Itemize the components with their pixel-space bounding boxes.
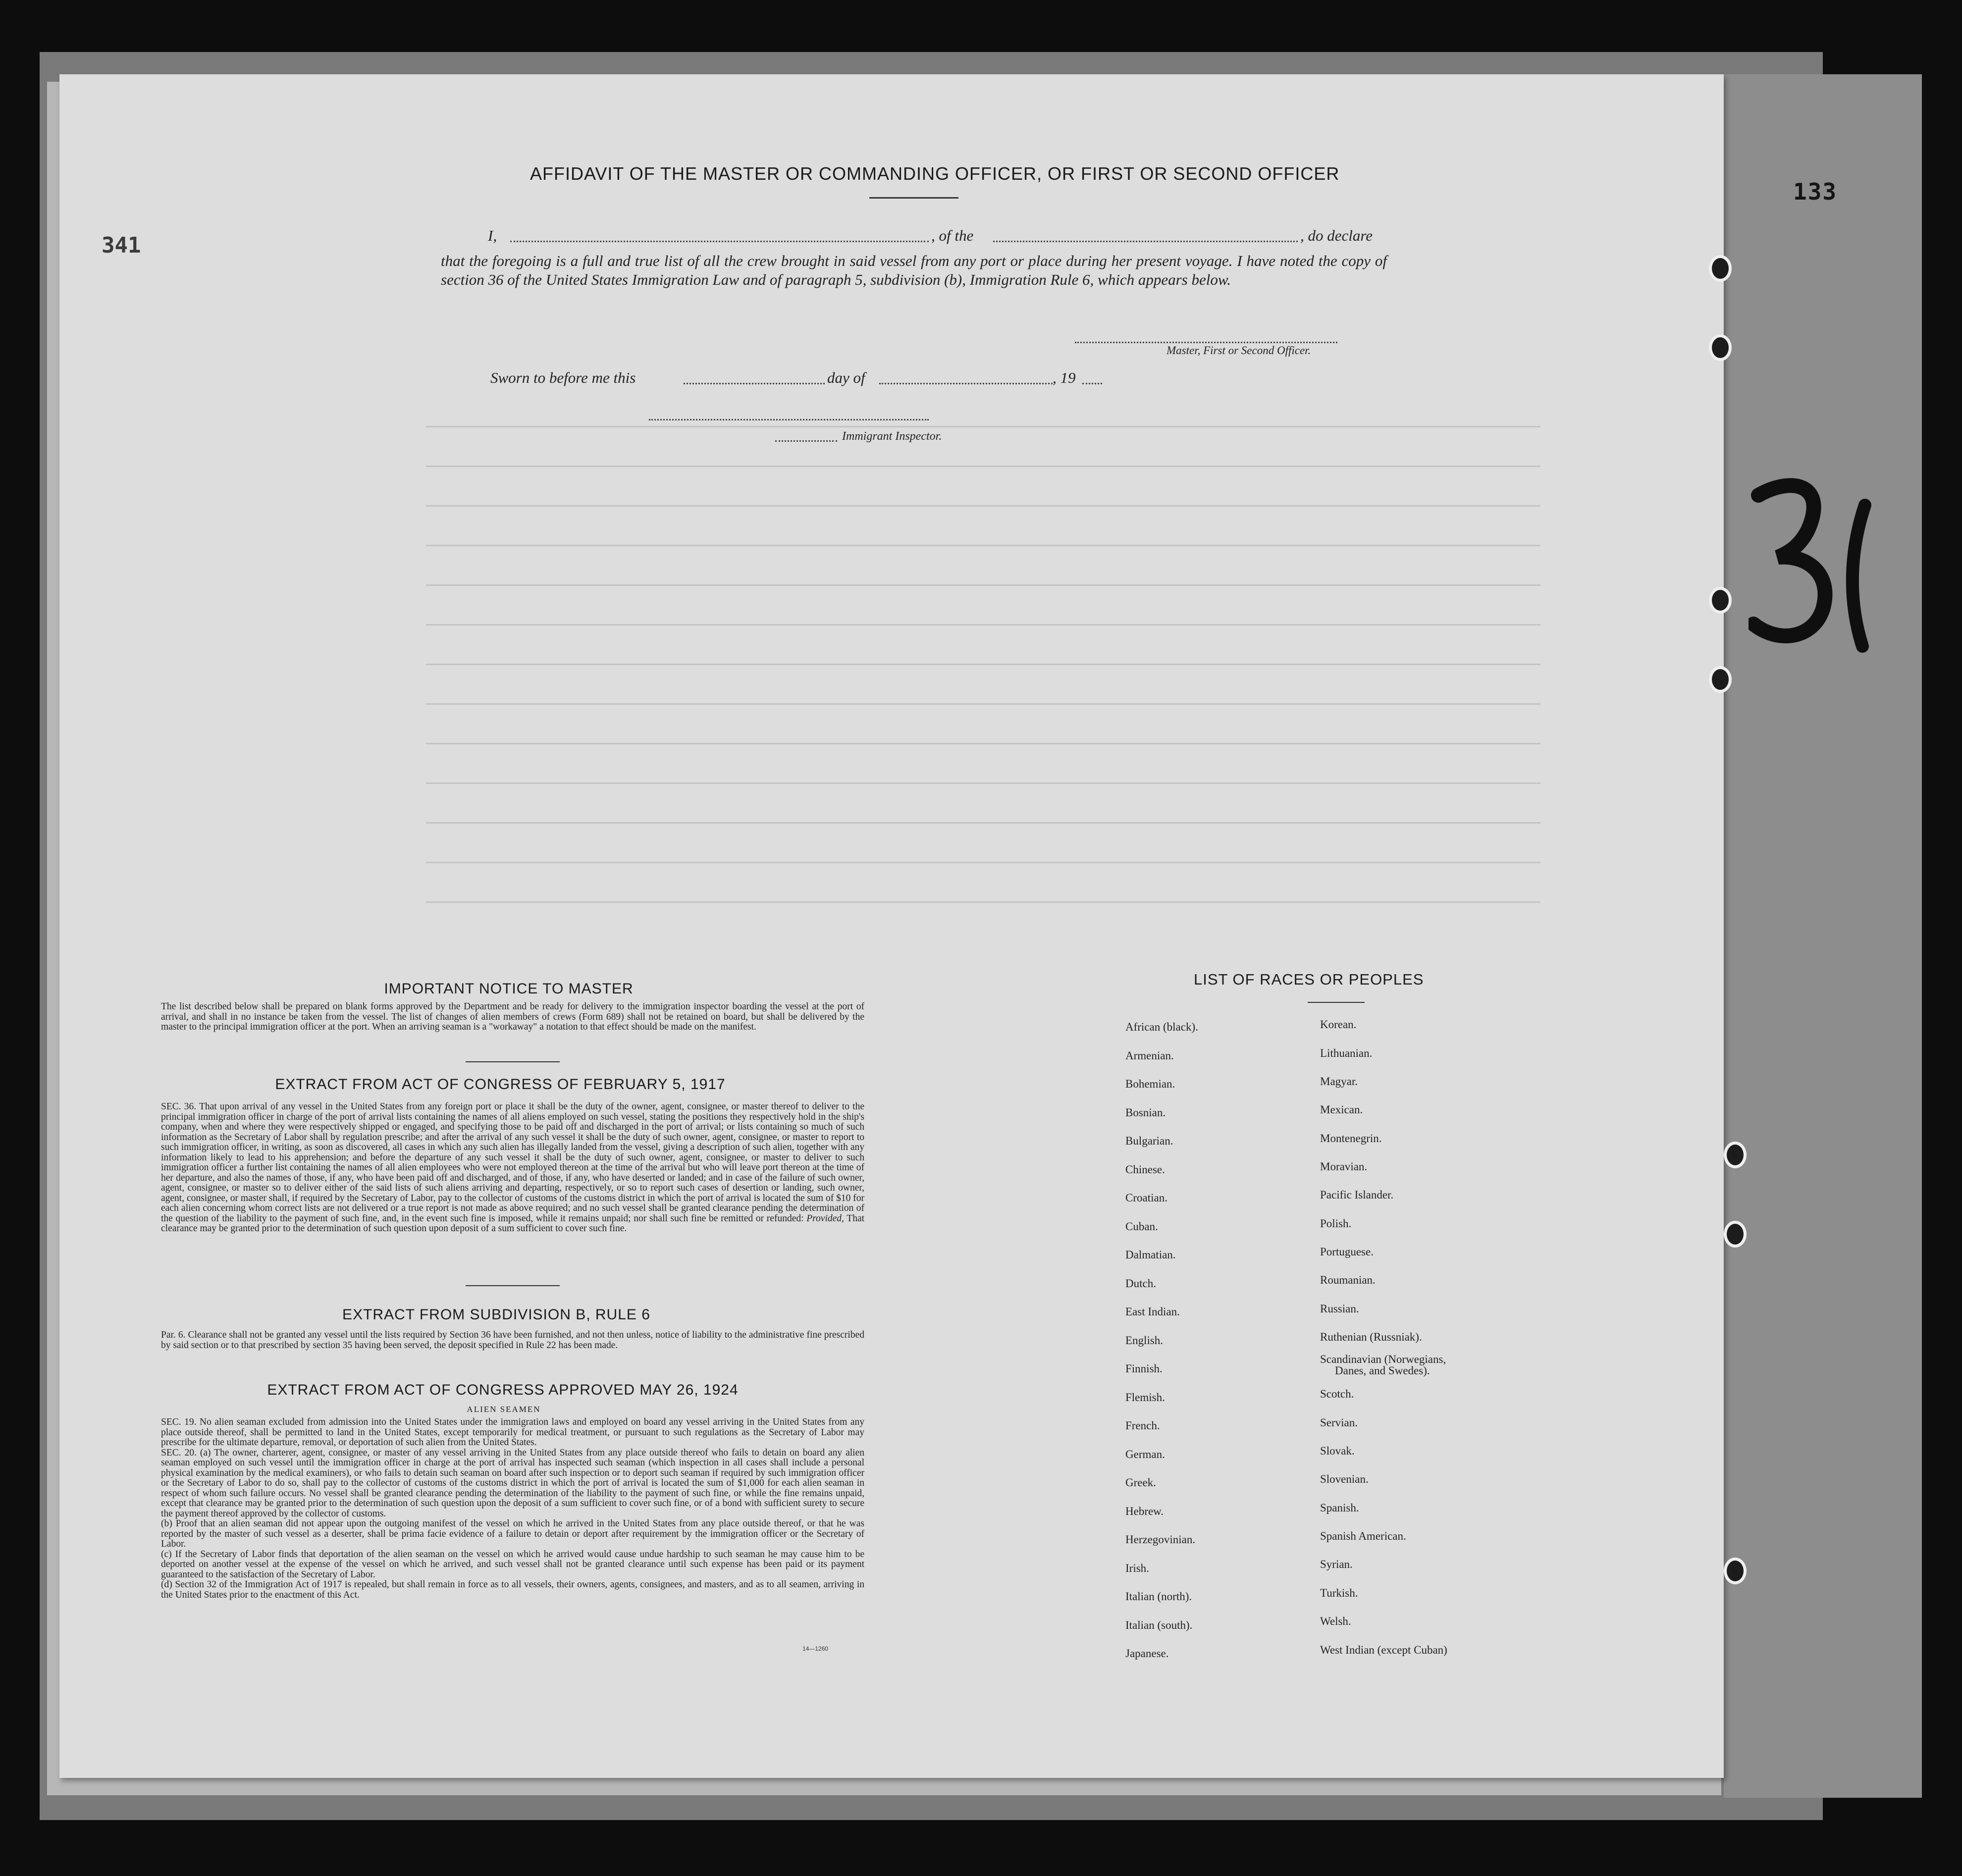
affidavit-of-the-label: , of the	[931, 227, 974, 244]
vessel-name-field[interactable]	[993, 241, 1298, 242]
race-item: Italian (south).	[1125, 1618, 1193, 1631]
race-item: Roumanian.	[1320, 1274, 1376, 1286]
race-item: Turkish.	[1320, 1587, 1358, 1599]
proviso-label: Provided,	[806, 1213, 844, 1224]
race-item: Syrian.	[1320, 1558, 1353, 1570]
sworn-month-field[interactable]	[879, 383, 1053, 384]
race-item: Pacific Islander.	[1320, 1189, 1394, 1201]
notice-title: IMPORTANT NOTICE TO MASTER	[384, 981, 634, 997]
right-backing-sheet	[1724, 74, 1922, 1798]
race-item: Bosnian.	[1125, 1106, 1166, 1119]
sheet-stamp: 341	[102, 233, 141, 258]
inspector-signature-field[interactable]	[649, 419, 929, 420]
section-36-text: SEC. 36. That upon arrival of any vessel in the United States from any foreign port or place it shall be the duty of the owner, agent, consignee, or master thereof to deliver to the principal immigration officer in charge of the port of arrival lists containing the names of all aliens employed on such vessel, stating the positions they respectively hold in the ship's company, when and where they were respectively shipped or engaged, and specifying those to be paid off and discharged in the port of arrival; or lists containing so much of such information as the Secretary of Labor shall by regulation prescribe; and after the arrival of any such vessel it shall be the duty of such owner, agent, consignee, or master to report to such immigration officer, in writing, as soon as discovered, all cases in which any such alien has illegally landed from the vessel, giving a description of such alien, together with any information likely to lead to his apprehension; and before the departure of any such vessel it shall be the duty of such owner, agent, consignee, or master to deliver to such immigration officer a further list containing the names of all alien employees who were not employed thereon at the time of the arrival but who will leave port thereon at the time of her departure, and also the names of those, if any, who have been paid off and discharged, and of those, if any, who have deserted or landed; and in case of the failure of such owner, agent, consignee, or master so to deliver either of the said lists of such aliens arriving and departing, respectively, or so to report such cases of desertion or landing, such owner, agent, consignee, or master shall, if required by the Secretary of Labor, pay to the collector of customs of the customs district in which the port of arrival is located the sum of $10 for each alien concerning whom correct lists are not delivered or a true report is not made as above required; and no such vessel shall be granted clearance pending the determination of the question of the liability to the payment of such fine, and, in the event such fine is imposed, while it remains unpaid; nor shall such fine be remitted or refunded:	[161, 1101, 864, 1224]
race-item: Irish.	[1125, 1562, 1149, 1574]
race-item: Bulgarian.	[1125, 1135, 1173, 1147]
races-title: LIST OF RACES OR PEOPLES	[1194, 971, 1424, 988]
race-item: Hebrew.	[1125, 1505, 1164, 1517]
section-19-text: SEC. 19. No alien seaman excluded from admission into the United States under the immigration laws and employed on board any vessel arriving in the United States from any place outside thereof, shall be permitted to land in the United States, except temporarily for medical treatment, or pursuant to such regulations as the Secretary of Labor may prescribe for the ultimate departure, removal, or deportation of such alien from the United States.	[161, 1417, 864, 1448]
race-item: African (black).	[1125, 1021, 1198, 1033]
race-item: English.	[1125, 1334, 1164, 1347]
binder-hole	[1709, 255, 1732, 282]
affidavit-title: AFFIDAVIT OF THE MASTER OR COMMANDING OFFICER, OR FIRST OR SECOND OFFICER	[530, 163, 1340, 184]
race-item: Magyar.	[1320, 1075, 1358, 1088]
page-number: 133	[1793, 178, 1838, 205]
race-item: Bohemian.	[1125, 1078, 1175, 1090]
race-item: French.	[1125, 1419, 1160, 1432]
race-item: Dutch.	[1125, 1277, 1156, 1290]
race-item: German.	[1125, 1448, 1165, 1460]
affidavit-body: that the foregoing is a full and true list of all the crew brought in said vessel from any port or place during her present voyage. I have noted the copy of section 36 of the United States Immigration Law and of paragraph 5, subdivision (b), Immigration Rule 6, which appears below.	[441, 252, 1387, 288]
race-item: Ruthenian (Russniak).	[1320, 1331, 1422, 1343]
race-item: Mexican.	[1320, 1103, 1363, 1116]
race-item: Flemish.	[1125, 1391, 1165, 1404]
race-item: Croatian.	[1125, 1192, 1167, 1204]
race-item: Polish.	[1320, 1217, 1352, 1230]
sworn-day-field[interactable]	[684, 383, 825, 384]
affidavit-i-label: I,	[488, 227, 497, 244]
sworn-year-field[interactable]	[1082, 383, 1102, 384]
rule6-title: EXTRACT FROM SUBDIVISION B, RULE 6	[342, 1306, 650, 1323]
race-item: Slovenian.	[1320, 1473, 1369, 1485]
race-item: Chinese.	[1125, 1163, 1165, 1176]
race-item: Herzegovinian.	[1125, 1533, 1196, 1546]
race-item: Japanese.	[1125, 1647, 1169, 1660]
alien-seamen-subtitle: ALIEN SEAMEN	[467, 1405, 541, 1414]
race-item: East Indian.	[1125, 1305, 1180, 1318]
day-of-label: day of	[827, 369, 865, 386]
race-item: Scotch.	[1320, 1388, 1354, 1400]
notice-rule	[466, 1061, 560, 1062]
binder-hole	[1724, 1142, 1747, 1168]
race-item: Korean.	[1320, 1018, 1357, 1031]
races-rule	[1308, 1002, 1365, 1003]
handwritten-31-mark	[1749, 475, 1882, 654]
inspector-prefix-field[interactable]	[775, 440, 837, 442]
signature-caption: Master, First or Second Officer.	[1167, 344, 1311, 357]
race-item: Welsh.	[1320, 1615, 1351, 1627]
race-item: Slovak.	[1320, 1445, 1355, 1457]
race-item: Finnish.	[1125, 1362, 1163, 1375]
race-item: Portuguese.	[1320, 1246, 1374, 1258]
section-20d-text: (d) Section 32 of the Immigration Act of 1917 is repealed, but shall remain in force as to all vessels, their owners, agents, consignees, and masters, and as to all seamen, arriving in the United States prior to the enactment of this Act.	[161, 1579, 864, 1600]
extract-1917-text	[161, 1102, 864, 1234]
section-20c-text: (c) If the Secretary of Labor finds that deportation of the alien seaman on the vessel on which he arrived would cause undue hardship to such seaman he may cause him to be deported on another vessel at the expense of the vessel on which he arrived, and such vessel shall not be granted clearance until such expense has been paid or its payment guaranteed to the satisfaction of the Secretary of Labor.	[161, 1549, 864, 1580]
extract-1924-title: EXTRACT FROM ACT OF CONGRESS APPROVED MAY 26, 1924	[267, 1382, 739, 1398]
race-item: Greek.	[1125, 1476, 1156, 1489]
race-item: Danes, and Swedes).	[1335, 1364, 1430, 1377]
binder-hole	[1709, 587, 1732, 614]
section-20b-text: (b) Proof that an alien seaman did not appear upon the outgoing manifest of the vessel on which he arrived in the United States from any place outside thereof, or that he was reported by the master of such vessel as a deserter, shall be prima facie evidence of a failure to detain or deport after requirement by the immigration officer or the Secretary of Labor.	[161, 1518, 864, 1549]
notice-text: The list described below shall be prepared on blank forms approved by the Department and be ready for delivery to the immigration inspector boarding the vessel at the port of arrival, and shall in no instance be taken from the vessel. The list of changes of alien members of crews (Form 689) shall not be retained on board, but shall be delivered by the master to the principal immigration officer at the port. When an arriving seaman is a "workaway" a notation to that effect should be made on the manifest.	[161, 1001, 864, 1032]
rule6-text: Par. 6. Clearance shall not be granted any vessel until the lists required by Section 36 have been furnished, and not then unless, notice of liability to the administrative fine prescribed by said section or to that prescribed by section 35 having been served, the deposit specified in Rule 22 has been made.	[161, 1330, 864, 1351]
master-signature-field[interactable]	[1075, 342, 1337, 343]
race-item: Spanish American.	[1320, 1530, 1406, 1542]
race-item: Montenegrin.	[1320, 1132, 1382, 1145]
inspector-caption: Immigrant Inspector.	[842, 430, 942, 443]
race-item: Armenian.	[1125, 1049, 1174, 1062]
section-20a-text: SEC. 20. (a) The owner, charterer, agent, consignee, or master of any vessel arriving in the United States from any place outside thereof who fails to detain on board any alien seaman employed on such vessel until the immigration officer in charge at the port of arrival has inspected such seaman (which inspection in all cases shall include a personal physical examination by the medical examiners), or who fails to detain such seaman on board after such inspection or to deport such seaman if required by such immigration officer or the Secretary of Labor to do so, shall pay to the collector of customs of the customs district in which the port of arrival is located the sum of $1,000 for each alien seaman in respect of whom such failure occurs. No vessel shall be granted clearance pending the determination of the liability to the payment of such fine, or while the fine remains unpaid, except that clearance may be granted prior to the determination of such question upon the deposit of a sum sufficient to cover such fine, or of a bond with sufficient surety to secure the payment thereof approved by the collector of customs.	[161, 1447, 864, 1519]
race-item: Scandinavian (Norwegians,	[1320, 1353, 1446, 1365]
officer-name-field[interactable]	[510, 241, 929, 242]
extract-1924-text	[161, 1417, 864, 1600]
race-item: Russian.	[1320, 1303, 1359, 1315]
race-item: Moravian.	[1320, 1160, 1368, 1173]
binder-hole	[1724, 1221, 1747, 1248]
binder-hole	[1709, 666, 1732, 693]
title-rule	[869, 197, 958, 199]
extract-1917-title: EXTRACT FROM ACT OF CONGRESS OF FEBRUARY 5, 1917	[275, 1076, 726, 1093]
affidavit-do-declare-label: , do declare	[1300, 227, 1373, 244]
extract-1917-rule	[466, 1285, 560, 1286]
binder-hole	[1724, 1558, 1747, 1584]
race-item: Lithuanian.	[1320, 1047, 1373, 1059]
binder-hole	[1709, 334, 1732, 361]
race-item: Cuban.	[1125, 1220, 1158, 1233]
race-item: Spanish.	[1320, 1502, 1359, 1514]
form-number: 14—1260	[802, 1645, 829, 1652]
race-item: Italian (north).	[1125, 1590, 1192, 1603]
race-item: West Indian (except Cuban)	[1320, 1644, 1447, 1656]
year-label: , 19	[1053, 369, 1076, 386]
proviso-text: That clearance may be granted prior to the determination of such question upon deposit of a sum sufficient to cover such fine.	[161, 1213, 865, 1234]
race-item: Servian.	[1320, 1416, 1358, 1429]
race-item: Dalmatian.	[1125, 1249, 1176, 1261]
sworn-label: Sworn to before me this	[490, 369, 636, 386]
